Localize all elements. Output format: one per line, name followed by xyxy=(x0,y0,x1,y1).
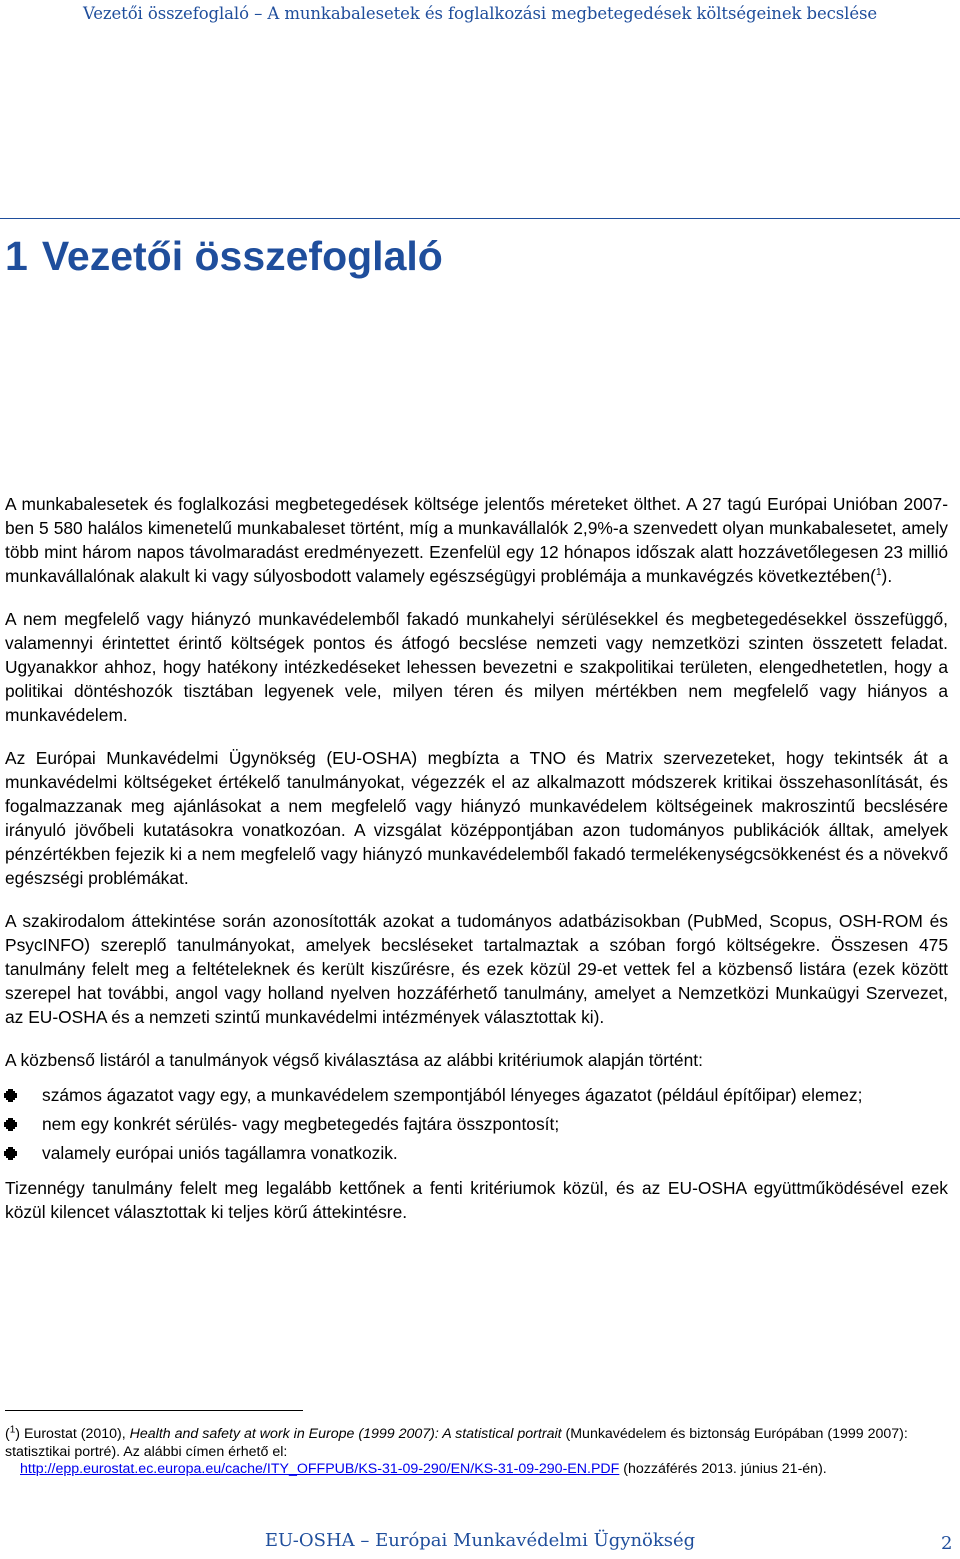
footnote-url-link[interactable]: http://epp.eurostat.ec.europa.eu/cache/ITY_OFFPUB/KS-31-09-290/EN/KS-31-09-290-EN.PDF xyxy=(20,1461,620,1477)
square-bullet-icon xyxy=(6,1091,15,1100)
criteria-item-text: számos ágazatot vagy egy, a munkavédelem szempontjából lényeges ágazatot (például építőipar) elemez; xyxy=(42,1085,863,1105)
paragraph-4: A szakirodalom áttekintése során azonosították azokat a tudományos adatbázisokban (PubMed, Scopus, OSH-ROM és PsycINFO) szereplő tanulmányokat, amelyek becsléseket tartalmaztak a szóban forgó költségekre. Összesen 475 tanulmány felelt meg a feltételeknek és került kiszűrésre, és ezek közül 29-et vettek fel a közbenső listára (ezek között szerepel hat további, angol vagy holland nyelven hozzáférhető tanulmány, amelyet a Nemzetközi Munkaügyi Szervezet, az EU-OSHA és a nemzeti szintű munkavédelmi intézmények választottak ki). xyxy=(5,911,948,1027)
chapter-number: 1 xyxy=(5,233,28,279)
square-bullet-icon xyxy=(6,1120,15,1129)
paragraph-2: A nem megfelelő vagy hiányzó munkavédelemből fakadó munkahelyi sérülésekkel és megbetegedésekkel összefüggő, valamennyi érintettet érintő költségek pontos és átfogó becslése nemzeti vagy nemzetközi szinten összetett feladat. Ugyanakkor ahhoz, hogy hatékony intézkedéseket lehessen bevezetni e szakpolitikai területen, elengedhetetlen, hogy a politikai döntéshozók tisztában legyenek vele, milyen téren és milyen mértékben nem megfelelő vagy hiányos a munkavédelem. xyxy=(5,609,948,725)
chapter-title xyxy=(5,233,443,280)
footnote-access-date: (hozzáférés 2013. június 21-én). xyxy=(619,1461,827,1477)
criteria-item-text: nem egy konkrét sérülés- vagy megbetegedés fajtára összpontosít; xyxy=(42,1114,560,1134)
chapter-title-text: Vezetői összefoglaló xyxy=(41,233,443,279)
running-header: Vezetői összefoglaló – A munkabalesetek és foglalkozási megbetegedések költségeinek becslése xyxy=(82,4,878,23)
footnote-link-line xyxy=(5,1461,935,1479)
square-bullet-icon xyxy=(6,1149,15,1158)
footnote-separator xyxy=(5,1410,303,1411)
list-item xyxy=(5,1141,948,1166)
criteria-list xyxy=(5,1083,948,1166)
footnote-reference[interactable]: 1 xyxy=(875,567,882,579)
footnote-text-b: (Munkavédelem és biztonság Európában (1999 2007): statisztikai portré). Az alábbi címen érhető el: xyxy=(5,1426,908,1460)
footnote-marker-close: ) xyxy=(15,1426,21,1442)
footnote-marker-open: ( xyxy=(5,1426,10,1442)
paragraph-6: Tizennégy tanulmány felelt meg legalább kettőnek a fenti kritériumok közül, és az EU-OSHA együttműködésével ezek közül kilencet választottak ki teljes körű áttekintésre. xyxy=(5,1178,948,1222)
footnote xyxy=(5,1426,935,1479)
list-item xyxy=(5,1083,948,1108)
footnote-marker-number: 1 xyxy=(9,1424,16,1436)
paragraph-3: Az Európai Munkavédelmi Ügynökség (EU-OSHA) megbízta a TNO és Matrix szervezeteket, hogy tekintsék át a munkavédelmi költségeket értékelő tanulmányokat, végezzék el az alkalmazott módszerek kritikai összehasonlítását, és fogalmazzanak meg ajánlásokat a nem megfelelő vagy hiányzó munkavédelem költségeinek makroszintű becslésére irányuló jövőbeli kutatásokra vonatkozóan. A vizsgálat középpontjában azon tudományos publikációk álltak, amelyek pénzértékben fejezik ki a nem megfelelő vagy hiányzó munkavédelemből fakadó termelékenységcsökkenést és a növekvő egészségi problémákat. xyxy=(5,748,948,888)
list-item xyxy=(5,1112,948,1137)
footnote-text-a: Eurostat (2010), xyxy=(20,1426,130,1442)
paragraph-1-end: ). xyxy=(881,566,893,586)
criteria-item-text: valamely európai uniós tagállamra vonatkozik. xyxy=(42,1143,398,1163)
body-text xyxy=(5,492,948,1243)
footnote-source-title: Health and safety at work in Europe (1999 2007): A statistical portrait xyxy=(129,1426,562,1442)
paragraph-5: A közbenső listáról a tanulmányok végső kiválasztása az alábbi kritériumok alapján történt: xyxy=(5,1050,703,1070)
paragraph-1 xyxy=(5,492,948,588)
paragraph-1-text: A munkabalesetek és foglalkozási megbetegedések költsége jelentős méreteket ölthet. A 27 tagú Európai Unióban 2007-ben 5 580 halálos kimenetelű munkabaleset történt, míg a munkavállalók 2,9%-a szenvedett olyan munkabalesetet, amely több mint három napos távolmaradást eredményezett. Ezenfelül egy 12 hónapos időszak alatt hozzávetőlegesen 23 millió munkavállalónak alakult ki vagy súlyosbodott valamely egészségügyi problémája a munkavégzés következtében( xyxy=(5,494,948,586)
heading-rule xyxy=(0,218,960,219)
running-footer: EU-OSHA – Európai Munkavédelmi Ügynökség xyxy=(264,1530,696,1551)
page-number: 2 xyxy=(941,1533,953,1554)
footnote-marker xyxy=(5,1426,20,1442)
